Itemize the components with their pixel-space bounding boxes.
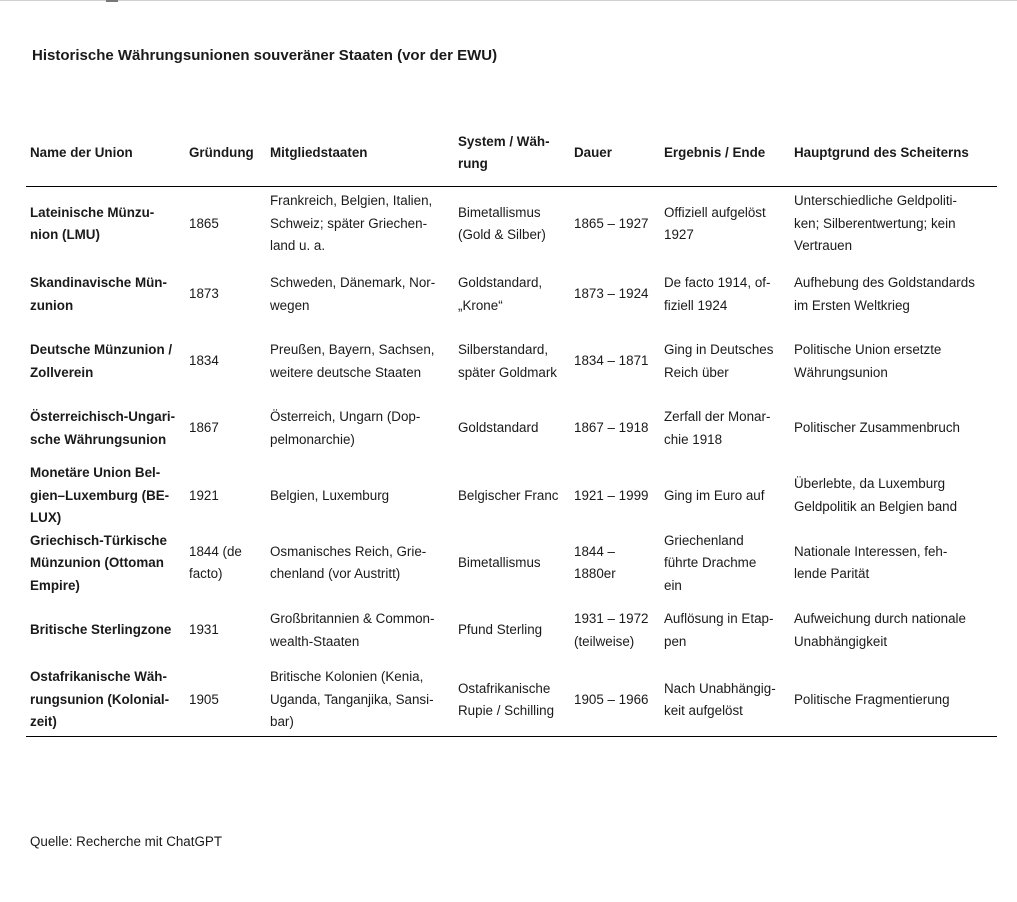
cell-members	[266, 328, 454, 395]
cell-text-line: 1931	[189, 622, 219, 638]
cell-text-line: im Ersten Weltkrieg	[794, 297, 910, 313]
cell-text-line: Bimetallismus	[458, 204, 541, 220]
source-note: Quelle: Recherche mit ChatGPT	[30, 834, 223, 849]
cell-text-line: „Krone“	[458, 297, 503, 313]
table-row	[26, 261, 997, 328]
cell-name	[26, 664, 185, 737]
cell-text-line: pelmonarchie)	[270, 431, 355, 447]
cell-text-line: facto)	[189, 566, 223, 582]
cell-text-line: 1834 – 1871	[574, 353, 649, 369]
cell-text-line: Ostafrikanische Wäh-	[30, 669, 167, 685]
cell-text-line: Offiziell aufgelöst	[664, 204, 766, 220]
cell-text-line: Zerfall der Monar-	[664, 409, 771, 424]
cell-text-line: Zollverein	[30, 364, 94, 380]
column-header-members	[266, 120, 454, 187]
cell-text-line: Pfund Sterling	[458, 622, 543, 638]
cell-text-line: bar)	[270, 714, 294, 730]
cell-result	[660, 328, 790, 395]
cell-members	[266, 187, 454, 262]
cell-name	[26, 597, 185, 664]
cell-text-line: Silberstandard,	[458, 342, 549, 357]
cell-founding	[185, 395, 266, 462]
cell-result	[660, 395, 790, 462]
table-row	[26, 187, 997, 262]
cell-text-line: Schweden, Dänemark, Nor-	[270, 275, 436, 290]
cell-text-line: Politische Fragmentierung	[794, 691, 950, 707]
cell-text-line: Unabhängigkeit	[794, 633, 888, 649]
table-row	[26, 328, 997, 395]
cell-text-line: rungsunion (Kolonial-	[30, 691, 170, 707]
cell-failure-reason	[790, 261, 997, 328]
cell-text-line: 1865 – 1927	[574, 215, 649, 231]
table-body	[26, 187, 997, 737]
cell-text-line: land u. a.	[270, 238, 326, 254]
cell-failure-reason	[790, 530, 997, 598]
cell-system	[454, 395, 570, 462]
cell-founding	[185, 664, 266, 737]
header-text-line: Ergebnis / Ende	[664, 144, 766, 160]
cell-failure-reason	[790, 395, 997, 462]
cell-text-line: Österreichisch-Ungari-	[30, 409, 176, 424]
currency-unions-table	[26, 120, 997, 737]
cell-system	[454, 328, 570, 395]
cell-text-line: Unterschiedliche Geldpoliti-	[794, 193, 957, 209]
cell-system	[454, 462, 570, 530]
cell-text-line: gien–Luxemburg (BE-	[30, 487, 170, 503]
cell-text-line: 1880er	[574, 566, 616, 582]
cell-text-line: 1834	[189, 353, 219, 369]
cell-text-line: 1867 – 1918	[574, 420, 649, 436]
page-top-border	[0, 0, 1017, 1]
cell-members	[266, 664, 454, 737]
cell-text-line: 1844 (de	[189, 543, 242, 559]
cell-members	[266, 395, 454, 462]
cell-failure-reason	[790, 597, 997, 664]
cell-text-line: 1921	[189, 487, 219, 503]
cell-text-line: Münzunion (Ottoman	[30, 555, 164, 570]
cell-members	[266, 462, 454, 530]
cell-duration	[570, 395, 660, 462]
cell-text-line: 1905 – 1966	[574, 691, 649, 707]
cell-text-line: De facto 1914, of-	[664, 275, 771, 290]
cell-system	[454, 664, 570, 737]
cell-text-line: fiziell 1924	[664, 297, 728, 313]
cell-text-line: Großbritannien & Common-	[270, 611, 435, 626]
cell-founding	[185, 261, 266, 328]
cell-text-line: Frankreich, Belgien, Italien,	[270, 193, 433, 209]
cell-result	[660, 462, 790, 530]
cell-text-line: keit aufgelöst	[664, 703, 743, 718]
cell-text-line: Monetäre Union Bel-	[30, 465, 161, 480]
cell-text-line: ein	[664, 577, 682, 593]
cell-text-line: chenland (vor Austritt)	[270, 566, 401, 582]
column-header-name	[26, 120, 185, 187]
cell-result	[660, 530, 790, 598]
cell-result	[660, 187, 790, 262]
cell-text-line: 1865	[189, 215, 219, 231]
cell-text-line: Währungsunion	[794, 364, 888, 380]
cell-text-line: zeit)	[30, 714, 57, 730]
cell-result	[660, 261, 790, 328]
cell-duration	[570, 261, 660, 328]
cell-text-line: Schweiz; später Griechen-	[270, 215, 428, 231]
cell-text-line: Österreich, Ungarn (Dop-	[270, 409, 421, 424]
cell-text-line: Bimetallismus	[458, 555, 541, 570]
cell-text-line: Ging in Deutsches	[664, 342, 774, 357]
cell-text-line: ken; Silberentwertung; kein	[794, 215, 956, 231]
cell-text-line: Geldpolitik an Belgien band	[794, 498, 958, 514]
cell-text-line: chie 1918	[664, 431, 723, 447]
cell-failure-reason	[790, 664, 997, 737]
cell-text-line: Rupie / Schilling	[458, 703, 555, 718]
cell-text-line: 1867	[189, 420, 219, 436]
ruler-marker	[106, 0, 118, 2]
cell-text-line: Goldstandard	[458, 420, 539, 436]
cell-text-line: Britische Sterlingzone	[30, 622, 172, 638]
cell-text-line: LUX)	[30, 510, 62, 525]
cell-system	[454, 261, 570, 328]
cell-members	[266, 530, 454, 598]
cell-text-line: 1927	[664, 227, 694, 242]
cell-text-line: Goldstandard,	[458, 275, 543, 290]
cell-text-line: Reich über	[664, 364, 729, 380]
column-header-founding	[185, 120, 266, 187]
cell-text-line: Aufhebung des Goldstandards	[794, 275, 975, 290]
table-row	[26, 597, 997, 664]
table-row	[26, 395, 997, 462]
cell-text-line: Deutsche Münzunion /	[30, 342, 173, 357]
header-text-line: Dauer	[574, 144, 612, 160]
cell-text-line: 1931 – 1972	[574, 611, 649, 626]
cell-text-line: Lateinische Münzu-	[30, 204, 155, 220]
header-text-line: Hauptgrund des Scheiterns	[794, 144, 969, 160]
cell-founding	[185, 187, 266, 262]
cell-text-line: lende Parität	[794, 566, 870, 582]
column-header-failure-reason	[790, 120, 997, 187]
cell-text-line: 1921 – 1999	[574, 487, 649, 503]
cell-text-line: Vertrauen	[794, 238, 853, 254]
cell-text-line: sche Währungsunion	[30, 431, 167, 447]
cell-text-line: nion (LMU)	[30, 227, 100, 242]
cell-text-line: Belgischer Franc	[458, 487, 559, 503]
cell-failure-reason	[790, 462, 997, 530]
cell-system	[454, 597, 570, 664]
cell-name	[26, 462, 185, 530]
table-row	[26, 664, 997, 737]
cell-failure-reason	[790, 187, 997, 262]
cell-text-line: Britische Kolonien (Kenia,	[270, 669, 424, 685]
cell-name	[26, 187, 185, 262]
cell-text-line: 1905	[189, 691, 219, 707]
cell-text-line: pen	[664, 633, 687, 649]
cell-text-line: Nationale Interessen, feh-	[794, 543, 948, 559]
column-header-system	[454, 120, 570, 187]
cell-text-line: Griechisch-Türkische	[30, 532, 167, 548]
header-text-line: rung	[458, 156, 488, 171]
cell-duration	[570, 530, 660, 598]
cell-text-line: 1873 – 1924	[574, 286, 649, 302]
table-row	[26, 462, 997, 530]
column-header-duration	[570, 120, 660, 187]
cell-duration	[570, 187, 660, 262]
header-text-line: Gründung	[189, 144, 254, 160]
cell-text-line: führte Drachme	[664, 555, 757, 570]
cell-founding	[185, 462, 266, 530]
cell-name	[26, 395, 185, 462]
cell-name	[26, 530, 185, 598]
cell-text-line: Belgien, Luxemburg	[270, 487, 390, 503]
cell-duration	[570, 664, 660, 737]
cell-system	[454, 530, 570, 598]
cell-system	[454, 187, 570, 262]
cell-name	[26, 328, 185, 395]
cell-text-line: Nach Unabhängig-	[664, 680, 776, 696]
cell-failure-reason	[790, 328, 997, 395]
cell-text-line: Griechenland	[664, 532, 744, 548]
cell-text-line: Überlebte, da Luxemburg	[794, 476, 946, 492]
cell-text-line: zunion	[30, 297, 74, 313]
header-text-line: System / Wäh-	[458, 133, 550, 149]
column-header-result	[660, 120, 790, 187]
cell-name	[26, 261, 185, 328]
cell-text-line: Skandinavische Mün-	[30, 275, 167, 290]
cell-text-line: Politischer Zusammenbruch	[794, 420, 960, 436]
cell-text-line: wealth-Staaten	[270, 633, 360, 649]
cell-duration	[570, 462, 660, 530]
cell-text-line: (Gold & Silber)	[458, 227, 546, 242]
cell-founding	[185, 530, 266, 598]
header-text-line: Mitgliedstaaten	[270, 144, 368, 160]
cell-result	[660, 664, 790, 737]
cell-result	[660, 597, 790, 664]
document-title: Historische Währungsunionen souveräner Staaten (vor der EWU)	[32, 47, 498, 64]
cell-text-line: weitere deutsche Staaten	[270, 364, 422, 380]
table-header-row	[26, 120, 997, 187]
cell-text-line: Politische Union ersetzte	[794, 342, 942, 357]
cell-founding	[185, 597, 266, 664]
cell-text-line: Empire)	[30, 577, 80, 593]
cell-duration	[570, 597, 660, 664]
cell-text-line: 1844 –	[574, 543, 615, 559]
cell-members	[266, 597, 454, 664]
cell-members	[266, 261, 454, 328]
cell-founding	[185, 328, 266, 395]
cell-text-line: Ging im Euro auf	[664, 487, 765, 503]
cell-text-line: später Goldmark	[458, 364, 557, 380]
table-row	[26, 530, 997, 598]
header-text-line: Name der Union	[30, 144, 133, 160]
cell-text-line: (teilweise)	[574, 633, 635, 649]
cell-text-line: Aufweichung durch nationale	[794, 611, 966, 626]
cell-text-line: 1873	[189, 286, 219, 302]
cell-text-line: Preußen, Bayern, Sachsen,	[270, 342, 435, 357]
cell-text-line: wegen	[270, 297, 310, 313]
cell-text-line: Osmanisches Reich, Grie-	[270, 543, 427, 559]
cell-text-line: Uganda, Tanganjika, Sansi-	[270, 691, 434, 707]
cell-duration	[570, 328, 660, 395]
cell-text-line: Ostafrikanische	[458, 680, 551, 696]
cell-text-line: Auflösung in Etap-	[664, 611, 774, 626]
